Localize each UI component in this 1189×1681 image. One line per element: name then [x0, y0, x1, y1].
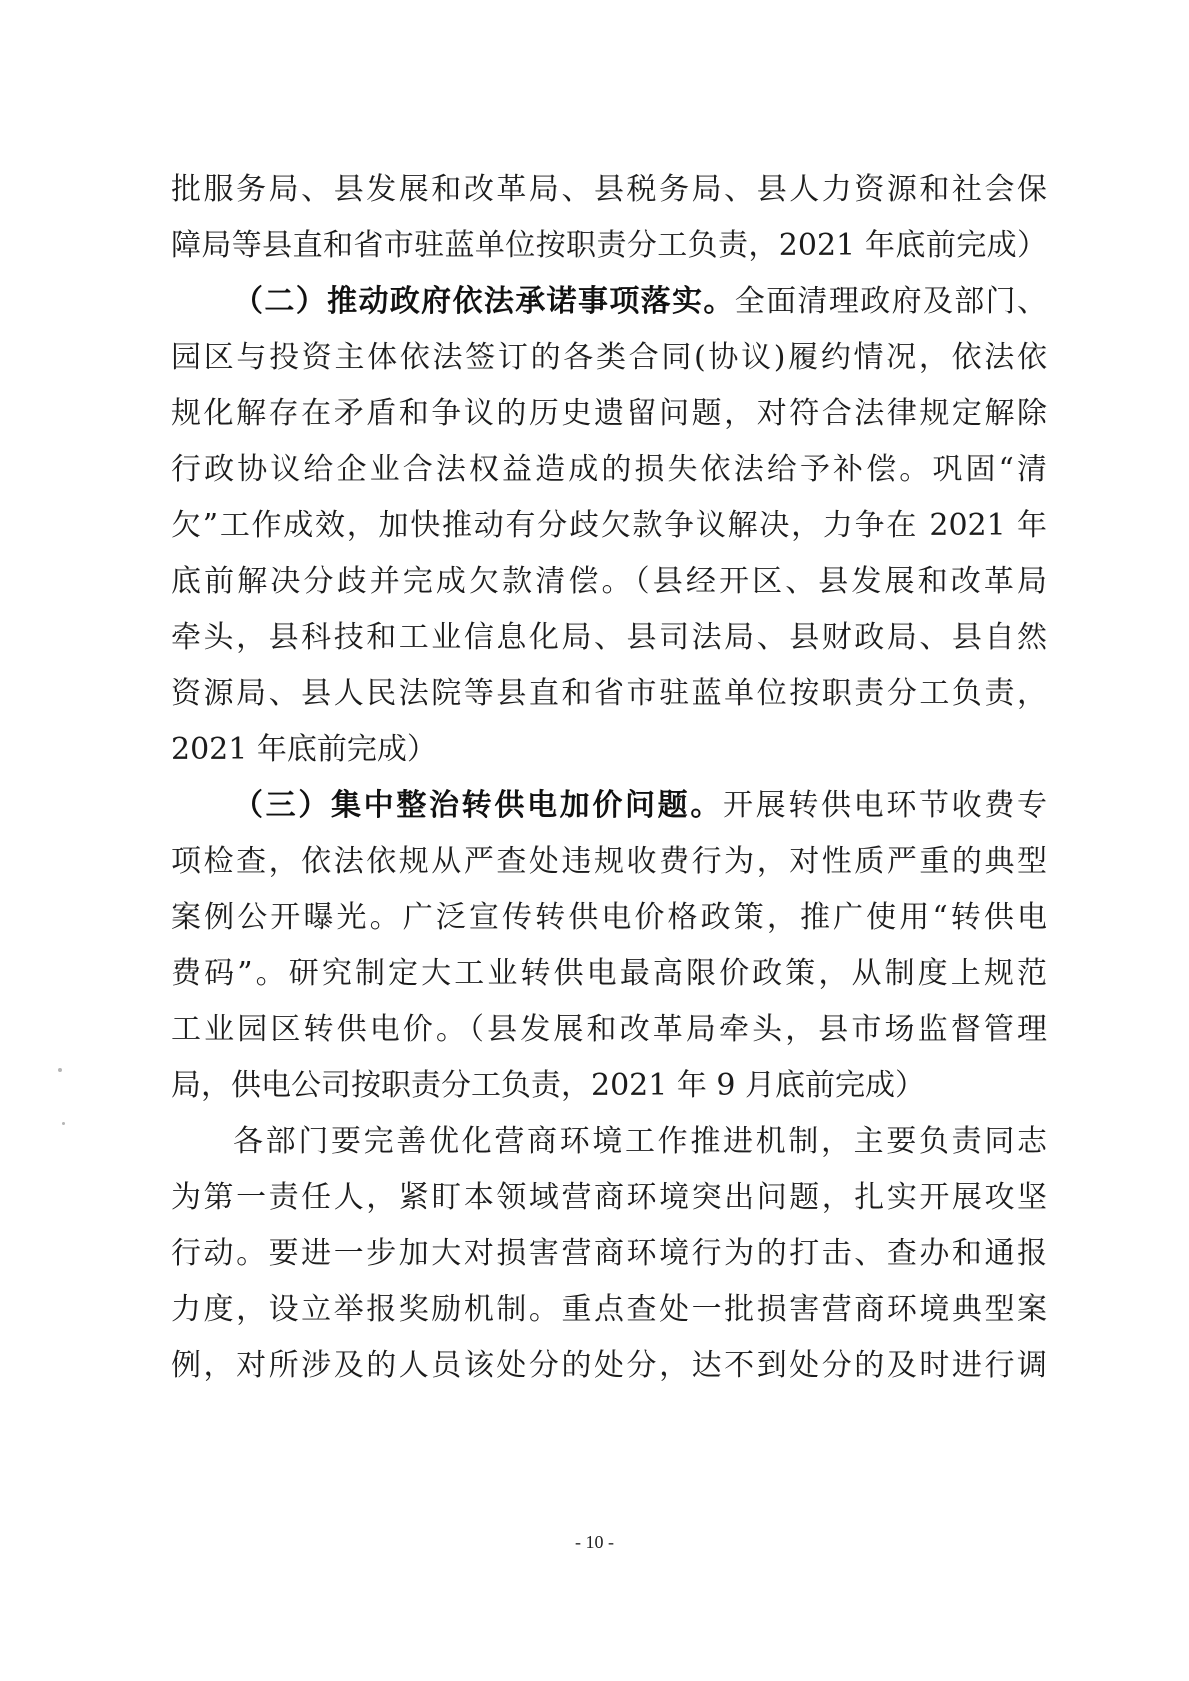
section-2-first-line — [171, 276, 1047, 328]
body-line-10: 资源局、县人民法院等县直和省市驻蓝单位按职责分工负责， — [171, 676, 1047, 711]
body-line-21: 力度，设立举报奖励机制。重点查处一批损害营商环境典型案 — [171, 1292, 1047, 1327]
body-line-22: 例，对所涉及的人员该处分的处分，达不到处分的及时进行调 — [171, 1348, 1047, 1383]
body-line-11: 2021 年底前完成） — [171, 732, 437, 767]
section-3-first-line — [171, 780, 1047, 832]
section-2-heading: （二）推动政府依法承诺事项落实。 — [233, 284, 735, 319]
scan-speck — [58, 1068, 62, 1072]
body-line-18: 各部门要完善优化营商环境工作推进机制，主要负责同志 — [233, 1124, 1047, 1159]
body-line-8: 底前解决分歧并完成欠款清偿。（县经开区、县发展和改革局 — [171, 564, 1047, 599]
body-line-16: 工业园区转供电价。（县发展和改革局牵头，县市场监督管理 — [171, 1012, 1047, 1047]
body-line-4: 园区与投资主体依法签订的各类合同(协议)履约情况，依法依 — [171, 340, 1047, 375]
body-line-20: 行动。要进一步加大对损害营商环境行为的打击、查办和通报 — [171, 1236, 1047, 1271]
body-line-17: 局，供电公司按职责分工负责，2021 年 9 月底前完成） — [171, 1068, 926, 1103]
body-line-1: 批服务局、县发展和改革局、县税务局、县人力资源和社会保 — [171, 172, 1047, 207]
body-line-14: 案例公开曝光。广泛宣传转供电价格政策，推广使用“转供电 — [171, 900, 1047, 935]
page-number: - 10 - — [575, 1532, 614, 1552]
body-line-19: 为第一责任人，紧盯本领域营商环境突出问题，扎实开展攻坚 — [171, 1180, 1047, 1215]
section-3-heading: （三）集中整治转供电加价问题。 — [233, 788, 723, 823]
body-line-5: 规化解存在矛盾和争议的历史遗留问题，对符合法律规定解除 — [171, 396, 1047, 431]
scan-speck — [62, 1122, 65, 1125]
body-line-15: 费码”。研究制定大工业转供电最高限价政策，从制度上规范 — [171, 956, 1047, 991]
body-line-2: 障局等县直和省市驻蓝单位按职责分工负责，2021 年底前完成） — [171, 228, 1047, 263]
body-line-13: 项检查，依法依规从严查处违规收费行为，对性质严重的典型 — [171, 844, 1047, 879]
body-line-6: 行政协议给企业合法权益造成的损失依法给予补偿。巩固“清 — [171, 452, 1047, 487]
section-3-lead-text: 开展转供电环节收费专 — [723, 788, 1047, 823]
body-line-7: 欠”工作成效，加快推动有分歧欠款争议解决，力争在 2021 年 — [171, 508, 1047, 543]
section-2-lead-text: 全面清理政府及部门、 — [734, 284, 1047, 319]
body-line-9: 牵头，县科技和工业信息化局、县司法局、县财政局、县自然 — [171, 620, 1047, 655]
